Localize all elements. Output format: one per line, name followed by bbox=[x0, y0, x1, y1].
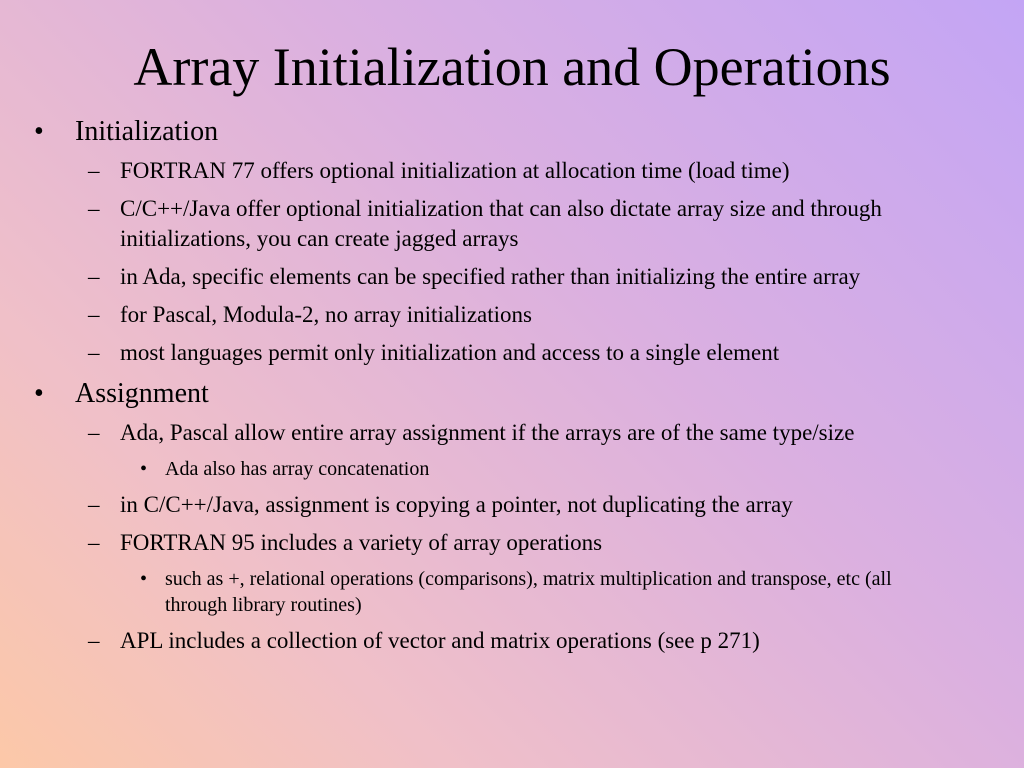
list-item bbox=[0, 262, 1024, 292]
sub-list-item-text: such as +, relational operations (comparisons), matrix multiplication and transpose, etc (all through library routines) bbox=[165, 568, 892, 616]
section-heading-label: Assignment bbox=[75, 378, 209, 409]
dash-icon: – bbox=[88, 196, 100, 221]
slide-title: Array Initialization and Operations bbox=[133, 37, 891, 97]
list-item-text: APL includes a collection of vector and matrix operations (see p 271) bbox=[120, 628, 760, 653]
list-item bbox=[0, 528, 1024, 558]
list-item bbox=[0, 156, 1024, 186]
list-item-text: in C/C++/Java, assignment is copying a pointer, not duplicating the array bbox=[120, 492, 793, 517]
section-heading-initialization bbox=[0, 114, 1024, 150]
list-item-text: in Ada, specific elements can be specified rather than initializing the entire array bbox=[120, 264, 861, 289]
sub-list-item-text: Ada also has array concatenation bbox=[165, 458, 430, 480]
dash-icon: – bbox=[88, 302, 100, 327]
section-heading-assignment bbox=[0, 376, 1024, 412]
dash-icon: – bbox=[88, 420, 100, 445]
list-item bbox=[0, 338, 1024, 368]
dash-icon: – bbox=[88, 628, 100, 653]
dash-icon: – bbox=[88, 492, 100, 517]
dash-icon: – bbox=[88, 340, 100, 365]
slide-body bbox=[0, 114, 1024, 664]
section-heading-label: Initialization bbox=[75, 116, 219, 147]
list-item-text: Ada, Pascal allow entire array assignment if the arrays are of the same type/size bbox=[120, 420, 855, 445]
list-item bbox=[0, 194, 1024, 254]
sub-list-item bbox=[0, 456, 1024, 482]
list-item-text: FORTRAN 77 offers optional initialization at allocation time (load time) bbox=[120, 158, 790, 183]
bullet-icon: • bbox=[34, 116, 44, 147]
list-item-text: C/C++/Java offer optional initialization that can also dictate array size and through initializations, you can create jagged arrays bbox=[120, 196, 882, 251]
list-item bbox=[0, 490, 1024, 520]
dot-icon: • bbox=[140, 568, 148, 590]
list-item bbox=[0, 626, 1024, 656]
sub-list-item bbox=[0, 566, 1024, 618]
list-item bbox=[0, 418, 1024, 448]
dash-icon: – bbox=[88, 530, 100, 555]
dot-icon: • bbox=[140, 458, 148, 480]
list-item-text: FORTRAN 95 includes a variety of array operations bbox=[120, 530, 603, 555]
bullet-icon: • bbox=[34, 378, 44, 409]
list-item-text: most languages permit only initialization and access to a single element bbox=[120, 340, 780, 365]
list-item bbox=[0, 300, 1024, 330]
list-item-text: for Pascal, Modula-2, no array initializations bbox=[120, 302, 532, 327]
dash-icon: – bbox=[88, 158, 100, 183]
dash-icon: – bbox=[88, 264, 100, 289]
